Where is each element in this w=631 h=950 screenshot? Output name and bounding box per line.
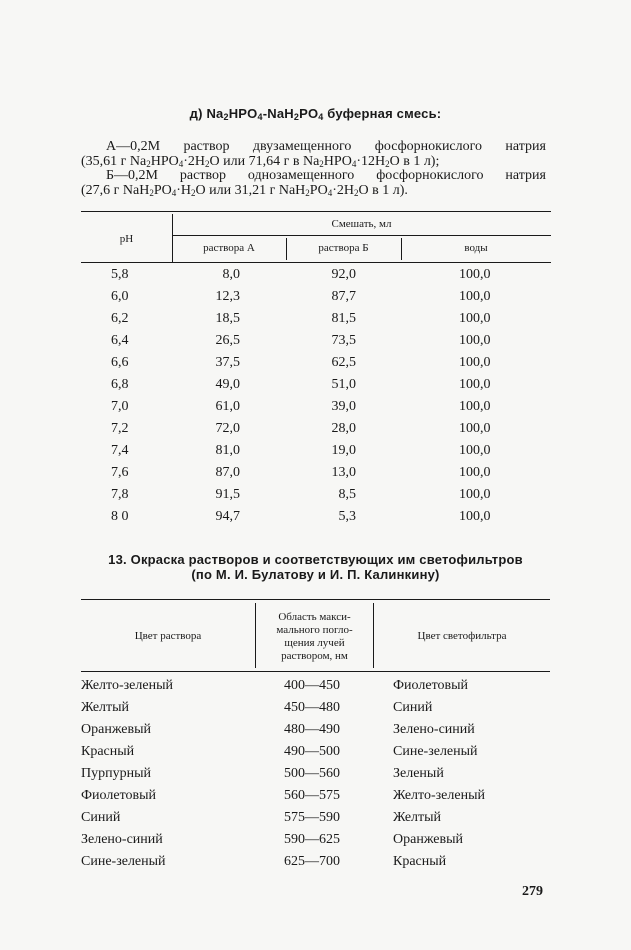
cell-water: 100,0 bbox=[459, 421, 491, 436]
text-sub: 4 bbox=[327, 188, 333, 198]
formula-part: Na bbox=[206, 106, 224, 121]
cell-a: 18,5 bbox=[215, 311, 240, 326]
text-part: (35,61 г Na bbox=[81, 154, 147, 169]
header-line: раствором, нм bbox=[281, 650, 348, 662]
cell-a: 87,0 bbox=[215, 465, 240, 480]
cell-range: 560—575 bbox=[284, 788, 340, 803]
buffer-table-mid-rule bbox=[172, 235, 551, 236]
color-table-header-rule bbox=[81, 671, 550, 672]
text-part: O в 1 л). bbox=[358, 183, 408, 198]
title-suffix: буферная смесь: bbox=[323, 106, 442, 121]
formula-sub: 4 bbox=[318, 112, 324, 122]
buffer-section-title bbox=[0, 106, 631, 121]
color-table-top-rule bbox=[81, 599, 550, 600]
page-number: 279 bbox=[522, 884, 543, 899]
header-line: щения лучей bbox=[284, 637, 345, 649]
text-part: PO bbox=[309, 183, 328, 198]
cell-b: 81,5 bbox=[331, 311, 356, 326]
cell-filter-color: Фиолетовый bbox=[393, 678, 469, 693]
cell-ph: 6,8 bbox=[111, 377, 129, 392]
cell-a: 12,3 bbox=[215, 289, 240, 304]
cell-b: 62,5 bbox=[331, 355, 356, 370]
cell-filter-color: Красный bbox=[393, 854, 447, 869]
cell-range: 500—560 bbox=[284, 766, 340, 781]
cell-ph: 7,2 bbox=[111, 421, 129, 436]
cell-range: 590—625 bbox=[284, 832, 340, 847]
cell-ph: 6,2 bbox=[111, 311, 129, 326]
text-part: HPO bbox=[323, 154, 352, 169]
cell-solution-color: Желто-зеленый bbox=[81, 678, 173, 693]
cell-b: 5,3 bbox=[338, 509, 356, 524]
formula-part: HPO bbox=[228, 106, 258, 121]
text-sub: 4 bbox=[178, 159, 184, 169]
cell-ph: 5,8 bbox=[111, 267, 129, 282]
cell-ph: 7,6 bbox=[111, 465, 129, 480]
cell-a: 49,0 bbox=[215, 377, 240, 392]
col-header-mix: Смешать, мл bbox=[331, 218, 392, 230]
header-line: мального погло- bbox=[276, 624, 353, 636]
cell-b: 51,0 bbox=[331, 377, 356, 392]
cell-a: 91,5 bbox=[215, 487, 240, 502]
cell-water: 100,0 bbox=[459, 487, 491, 502]
text-part: O или 31,21 г NaH bbox=[195, 183, 306, 198]
cell-filter-color: Зеленый bbox=[393, 766, 444, 781]
cell-solution-color: Желтый bbox=[81, 700, 130, 715]
text-sub: 2 bbox=[146, 159, 151, 169]
cell-solution-color: Оранжевый bbox=[81, 722, 152, 737]
text-part: ·12H bbox=[356, 154, 386, 169]
cell-ph: 7,0 bbox=[111, 399, 129, 414]
cell-range: 490—500 bbox=[284, 744, 340, 759]
cell-solution-color: Фиолетовый bbox=[81, 788, 157, 803]
text-sub: 2 bbox=[319, 159, 324, 169]
cell-water: 100,0 bbox=[459, 355, 491, 370]
cell-ph: 6,4 bbox=[111, 333, 129, 348]
text-sub: 2 bbox=[149, 188, 154, 198]
cell-b: 28,0 bbox=[331, 421, 356, 436]
cell-solution-color: Синий bbox=[81, 810, 121, 825]
formula-part: -NaH bbox=[262, 106, 294, 121]
solution-b-line-2 bbox=[81, 183, 521, 198]
section-13-title-line-1: 13. Окраска растворов и соответствующих им светофильтров bbox=[108, 552, 523, 567]
cell-a: 61,0 bbox=[215, 399, 240, 414]
col-header-b: раствора Б bbox=[318, 242, 369, 254]
text-part: HPO bbox=[150, 154, 179, 169]
buffer-table-top-rule bbox=[81, 211, 551, 212]
cell-water: 100,0 bbox=[459, 289, 491, 304]
text-sub: 2 bbox=[205, 159, 210, 169]
cell-b: 87,7 bbox=[331, 289, 356, 304]
text-sub: 2 bbox=[385, 159, 390, 169]
title-prefix: д) bbox=[189, 106, 207, 121]
cell-b: 8,5 bbox=[338, 487, 356, 502]
solution-a-line-2 bbox=[81, 154, 501, 169]
col-header-solution-color: Цвет раствора bbox=[134, 630, 202, 642]
cell-b: 13,0 bbox=[331, 465, 356, 480]
section-13-title-line-2: (по М. И. Булатову и И. П. Калинкину) bbox=[191, 567, 440, 582]
text-sub: 2 bbox=[353, 188, 359, 198]
text-part: ·2H bbox=[332, 183, 354, 198]
cell-a: 8,0 bbox=[222, 267, 240, 282]
cell-a: 72,0 bbox=[215, 421, 240, 436]
col-header-a: раствора А bbox=[203, 242, 255, 254]
cell-water: 100,0 bbox=[459, 399, 491, 414]
cell-filter-color: Сине-зеленый bbox=[393, 744, 478, 759]
cell-range: 575—590 bbox=[284, 810, 340, 825]
cell-filter-color: Оранжевый bbox=[393, 832, 464, 847]
cell-a: 26,5 bbox=[215, 333, 240, 348]
text-part: O в 1 л); bbox=[389, 154, 440, 169]
cell-b: 73,5 bbox=[331, 333, 356, 348]
cell-range: 480—490 bbox=[284, 722, 340, 737]
text-part: ·H bbox=[176, 183, 192, 198]
cell-a: 94,7 bbox=[215, 509, 240, 524]
col-header-ph: pH bbox=[119, 233, 134, 245]
cell-solution-color: Сине-зеленый bbox=[81, 854, 166, 869]
formula-part: PO bbox=[299, 106, 319, 121]
col-header-absorption-region bbox=[256, 611, 373, 663]
formula-sub: 4 bbox=[257, 112, 263, 122]
text-sub: 2 bbox=[191, 188, 196, 198]
solution-a-line-1: А—0,2М раствор двузамещенного фосфорнокислого натрия bbox=[106, 139, 546, 154]
text-part: ·2H bbox=[183, 154, 206, 169]
text-part: PO bbox=[153, 183, 172, 198]
cell-filter-color: Желто-зеленый bbox=[393, 788, 485, 803]
cell-a: 37,5 bbox=[215, 355, 240, 370]
cell-water: 100,0 bbox=[459, 465, 491, 480]
cell-ph: 7,4 bbox=[111, 443, 129, 458]
cell-water: 100,0 bbox=[459, 509, 491, 524]
cell-ph: 8 0 bbox=[111, 509, 129, 524]
cell-b: 39,0 bbox=[331, 399, 356, 414]
cell-b: 19,0 bbox=[331, 443, 356, 458]
cell-ph: 6,0 bbox=[111, 289, 129, 304]
text-sub: 2 bbox=[305, 188, 310, 198]
text-sub: 4 bbox=[351, 159, 357, 169]
text-sub: 4 bbox=[171, 188, 177, 198]
cell-range: 400—450 bbox=[284, 678, 340, 693]
cell-water: 100,0 bbox=[459, 267, 491, 282]
cell-filter-color: Желтый bbox=[393, 810, 442, 825]
formula-sub: 2 bbox=[223, 112, 229, 122]
cell-b: 92,0 bbox=[331, 267, 356, 282]
cell-filter-color: Зелено-синий bbox=[393, 722, 475, 737]
cell-solution-color: Красный bbox=[81, 744, 135, 759]
col-header-water: воды bbox=[464, 242, 488, 254]
text-part: O или 71,64 г в Na bbox=[209, 154, 320, 169]
solution-b-line-1: Б—0,2М раствор однозамещенного фосфорнокислого натрия bbox=[106, 168, 546, 183]
cell-water: 100,0 bbox=[459, 311, 491, 326]
cell-range: 450—480 bbox=[284, 700, 340, 715]
cell-water: 100,0 bbox=[459, 377, 491, 392]
col-header-filter-color: Цвет светофильтра bbox=[417, 630, 507, 642]
formula-sub: 2 bbox=[293, 112, 300, 122]
cell-range: 625—700 bbox=[284, 854, 340, 869]
buffer-table-header-rule bbox=[81, 262, 551, 263]
text-part: (27,6 г NaH bbox=[81, 183, 150, 198]
cell-filter-color: Синий bbox=[393, 700, 433, 715]
cell-a: 81,0 bbox=[215, 443, 240, 458]
cell-solution-color: Зелено-синий bbox=[81, 832, 163, 847]
cell-solution-color: Пурпурный bbox=[81, 766, 151, 781]
cell-water: 100,0 bbox=[459, 443, 491, 458]
cell-ph: 7,8 bbox=[111, 487, 129, 502]
cell-water: 100,0 bbox=[459, 333, 491, 348]
cell-ph: 6,6 bbox=[111, 355, 129, 370]
header-line: Область макси- bbox=[278, 611, 351, 623]
